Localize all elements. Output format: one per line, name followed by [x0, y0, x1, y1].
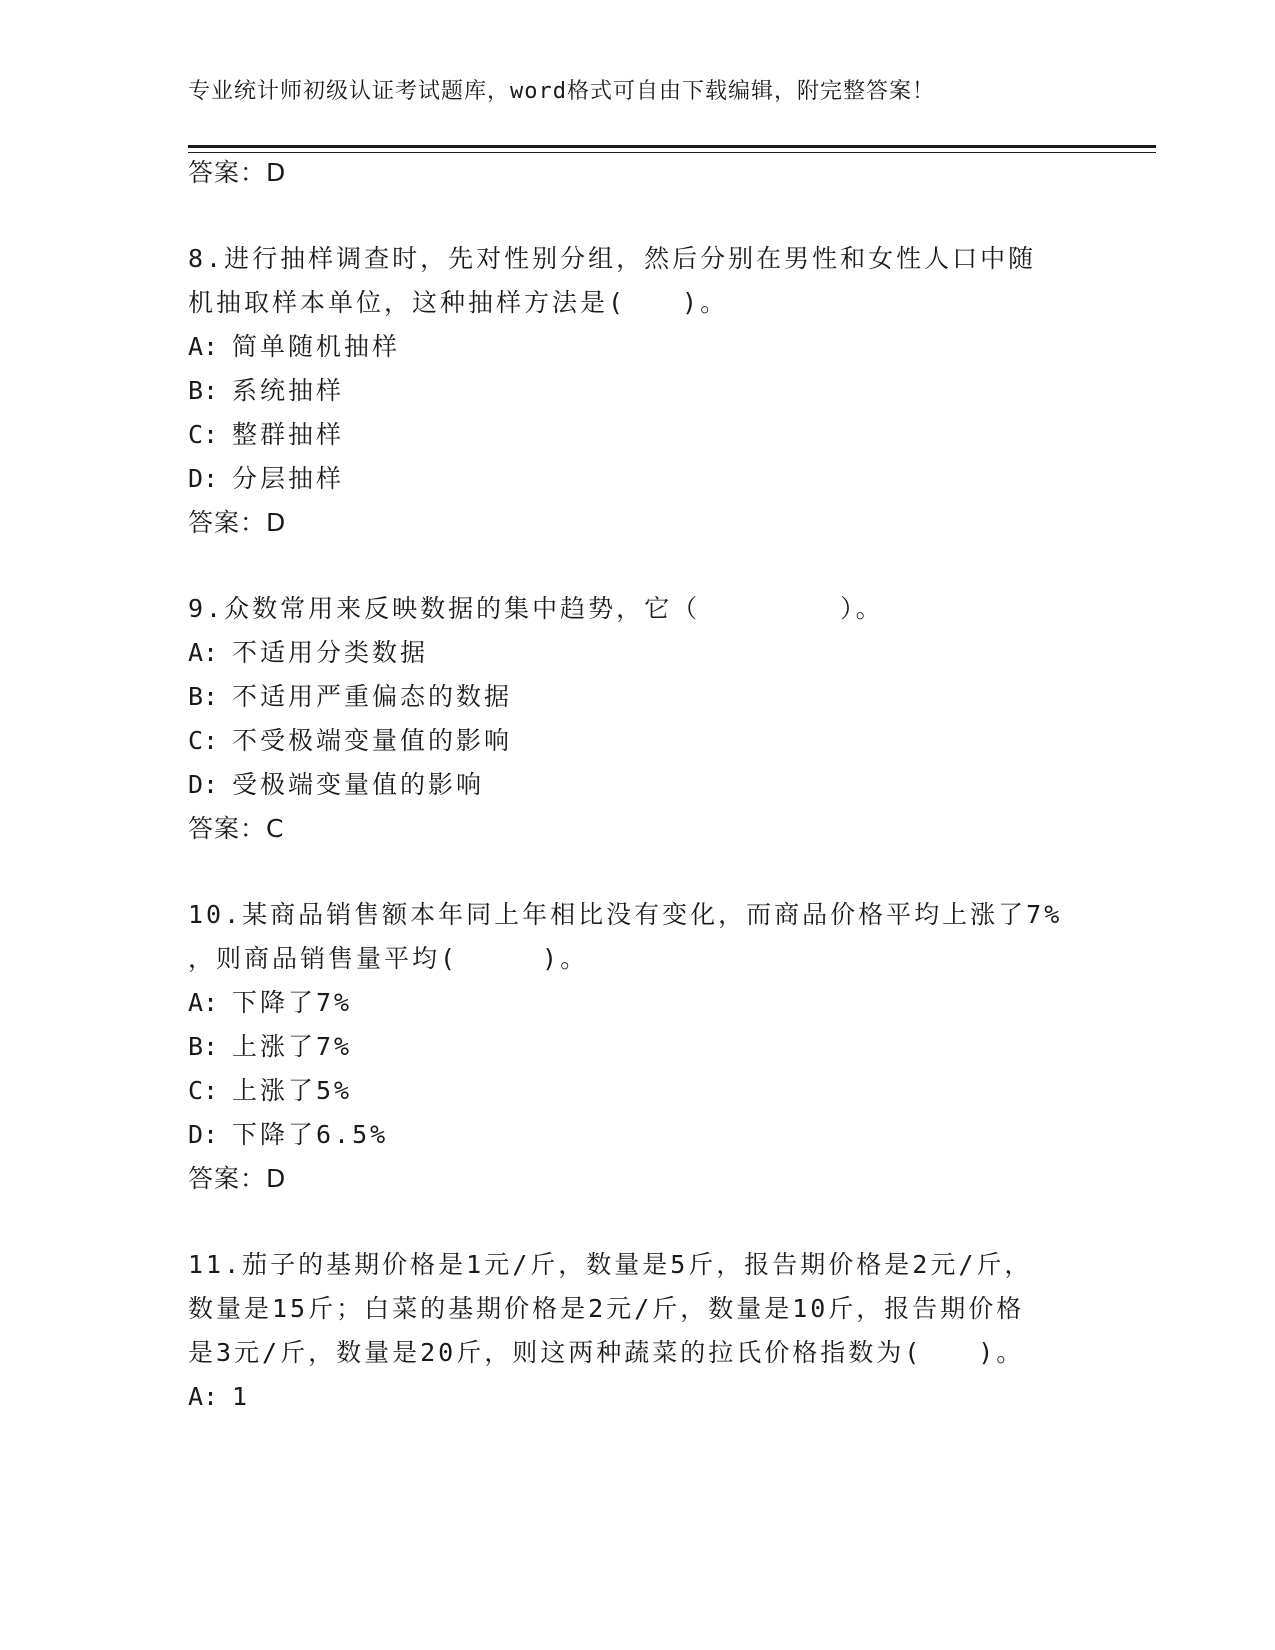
- option-text: 系统抽样: [232, 376, 345, 405]
- header-title: 专业统计师初级认证考试题库，word格式可自由下载编辑，附完整答案！: [188, 79, 935, 104]
- answer-line: 答案：D: [188, 158, 287, 187]
- option-text: 不适用严重偏态的数据: [232, 682, 513, 711]
- question-text-line: 11.茄子的基期价格是1元/斤，数量是5斤，报告期价格是2元/斤，: [188, 1250, 1033, 1279]
- option-text: 1: [232, 1382, 251, 1411]
- option-text: 上涨了7%: [232, 1032, 353, 1061]
- option-letter: C:: [188, 420, 219, 449]
- option-letter: D:: [188, 464, 219, 493]
- option-text: 分层抽样: [232, 464, 345, 493]
- option-letter: B:: [188, 682, 219, 711]
- option-c: [188, 1078, 352, 1103]
- question-text-line: 10.某商品销售额本年同上年相比没有变化，而商品价格平均上涨了7%: [188, 900, 1063, 929]
- header-rule-thick: [188, 145, 1156, 148]
- option-d: [188, 1122, 388, 1147]
- option-letter: D:: [188, 1120, 219, 1149]
- option-letter: D:: [188, 770, 219, 799]
- option-text: 简单随机抽样: [232, 332, 401, 361]
- option-text: 受极端变量值的影响: [232, 770, 485, 799]
- option-letter: C:: [188, 726, 219, 755]
- option-a: [188, 640, 428, 665]
- option-text: 下降了6.5%: [232, 1120, 389, 1149]
- option-text: 下降了7%: [232, 988, 353, 1017]
- option-letter: A:: [188, 1382, 219, 1411]
- option-letter: B:: [188, 1032, 219, 1061]
- header-rule-thin: [188, 152, 1156, 153]
- option-text: 不适用分类数据: [232, 638, 429, 667]
- question-text-line: ，则商品销售量平均( )。: [188, 944, 589, 973]
- option-b: [188, 1034, 352, 1059]
- question-text-line: 是3元/斤，数量是20斤，则这两种蔬菜的拉氏价格指数为( )。: [188, 1338, 1025, 1367]
- option-letter: C:: [188, 1076, 219, 1105]
- option-c: [188, 728, 512, 753]
- answer-line: 答案：C: [188, 814, 285, 843]
- option-a: [188, 334, 400, 359]
- option-letter: A:: [188, 988, 219, 1017]
- option-a: [188, 1384, 250, 1409]
- answer-line: 答案：D: [188, 1164, 287, 1193]
- option-text: 整群抽样: [232, 420, 345, 449]
- question-text-line: 机抽取样本单位，这种抽样方法是( )。: [188, 288, 729, 317]
- option-d: [188, 466, 344, 491]
- question-text-line: 9.众数常用来反映数据的集中趋势，它（ ）。: [188, 594, 884, 623]
- option-letter: A:: [188, 332, 219, 361]
- option-a: [188, 990, 352, 1015]
- answer-line: 答案：D: [188, 508, 287, 537]
- option-letter: A:: [188, 638, 219, 667]
- option-c: [188, 422, 344, 447]
- question-text-line: 8.进行抽样调查时，先对性别分组，然后分别在男性和女性人口中随: [188, 244, 1037, 273]
- question-text-line: 数量是15斤；白菜的基期价格是2元/斤，数量是10斤，报告期价格: [188, 1294, 1025, 1323]
- option-b: [188, 378, 344, 403]
- option-text: 不受极端变量值的影响: [232, 726, 513, 755]
- option-letter: B:: [188, 376, 219, 405]
- option-text: 上涨了5%: [232, 1076, 353, 1105]
- option-b: [188, 684, 512, 709]
- option-d: [188, 772, 484, 797]
